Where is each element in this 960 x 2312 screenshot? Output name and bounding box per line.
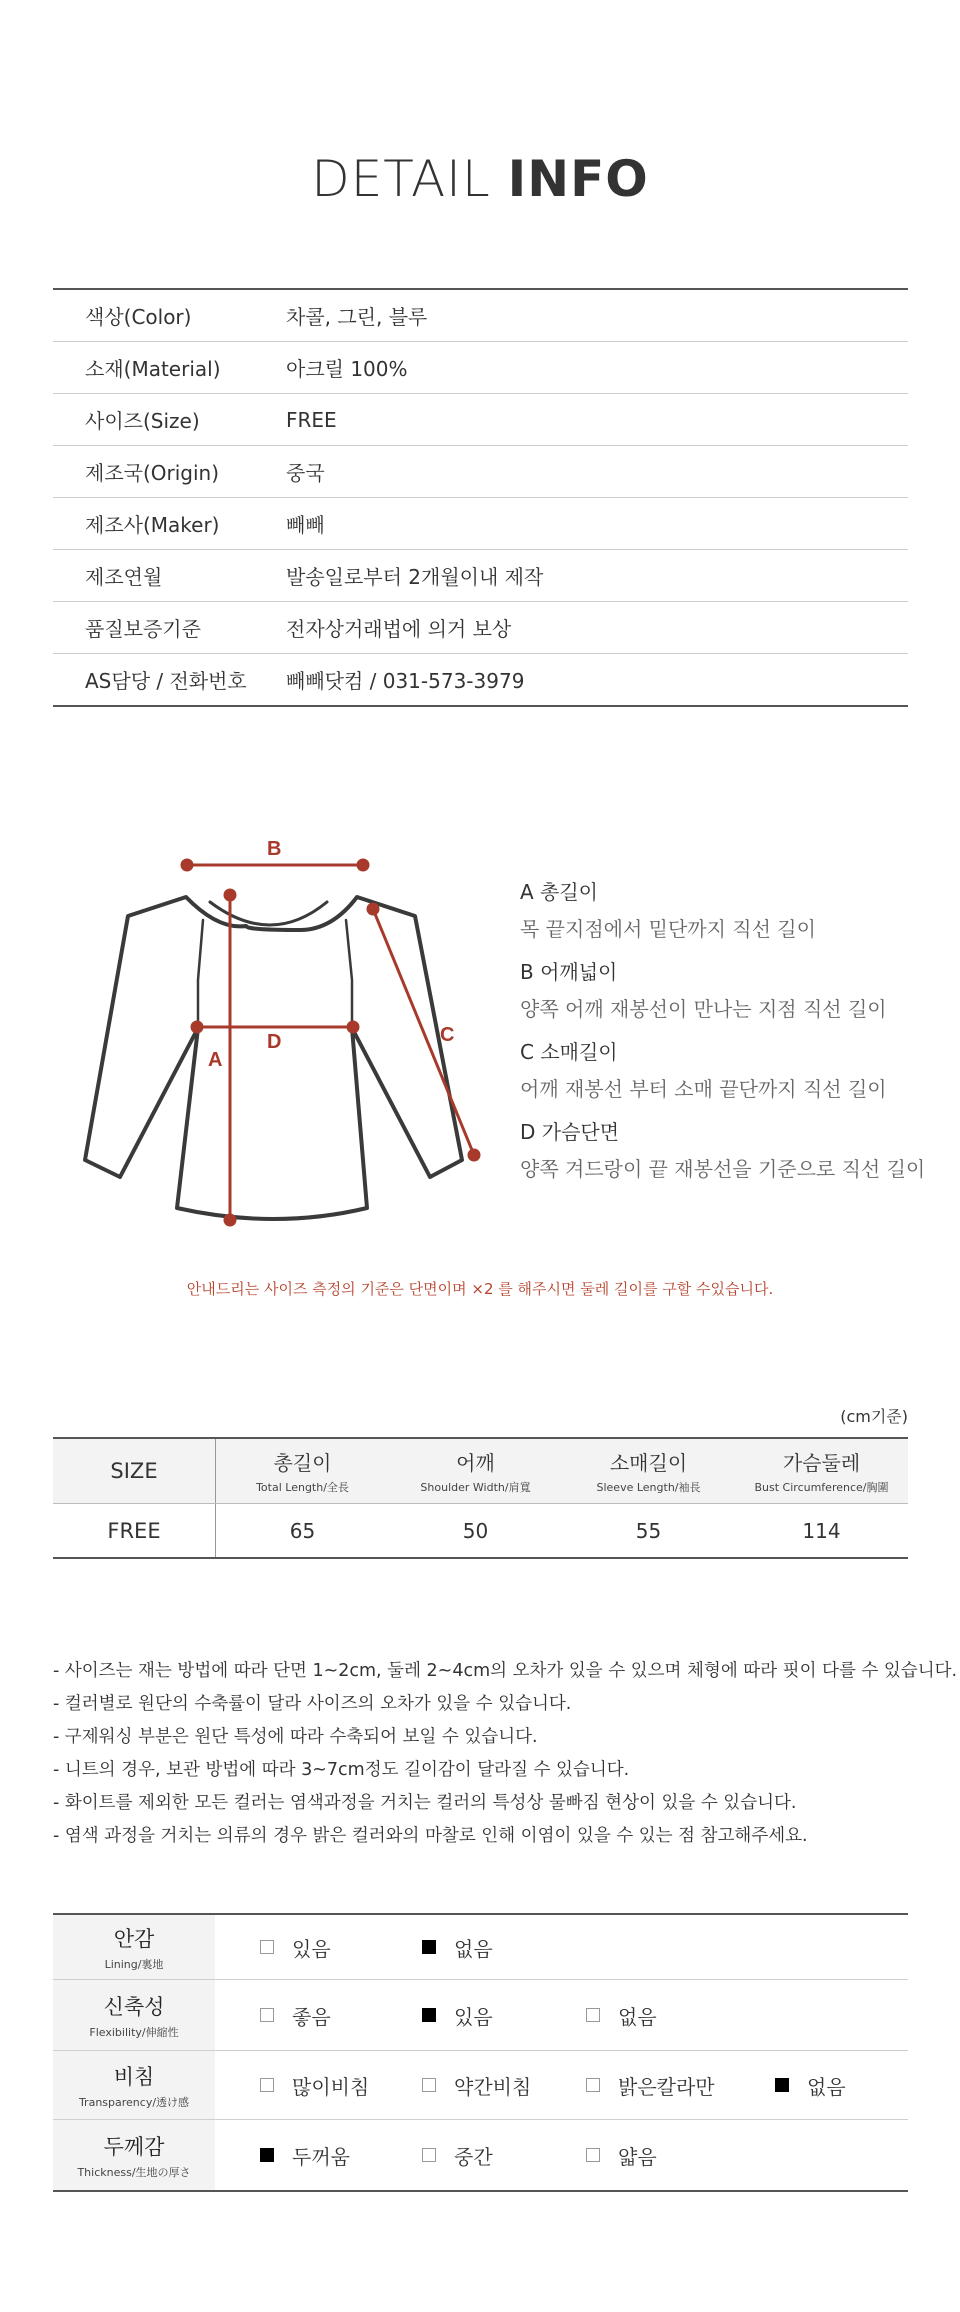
checkbox-checked-icon	[775, 2078, 789, 2092]
option-label: 좋음	[292, 2004, 331, 2029]
measure-heading: D 가슴단면	[520, 1120, 620, 1144]
option	[586, 2120, 657, 2190]
measure-text: 목 끝지점에서 밑단까지 직선 길이	[520, 917, 816, 941]
info-label: 제조연월	[85, 565, 163, 589]
col-ko: 소매길이	[609, 1451, 688, 1475]
size-table	[53, 1437, 908, 1559]
option-label: 중간	[454, 2144, 493, 2169]
checkbox-icon	[422, 2148, 436, 2162]
measure-heading: A 총길이	[520, 880, 598, 904]
option	[260, 1915, 331, 1979]
fabric-property-table	[53, 1913, 908, 2192]
property-en: Flexibility/伸縮性	[89, 2025, 179, 2039]
checkbox-checked-icon	[260, 2148, 274, 2162]
info-value: 중국	[286, 461, 325, 485]
size-col-header	[562, 1439, 735, 1503]
property-ko: 신축성	[103, 1994, 165, 2019]
info-row	[53, 498, 908, 550]
size-row-label: FREE	[53, 1504, 216, 1557]
property-ko: 두께감	[103, 2134, 165, 2159]
property-row-thickness	[53, 2120, 908, 2190]
option	[775, 2051, 846, 2119]
option	[422, 2051, 531, 2119]
info-value: FREE	[286, 407, 337, 432]
size-value: 65	[289, 1518, 316, 1543]
measure-text: 어깨 재봉선 부터 소매 끝단까지 직선 길이	[520, 1077, 887, 1101]
property-label	[53, 1980, 215, 2050]
option-label: 없음	[618, 2004, 657, 2029]
info-value: 전자상거래법에 의거 보상	[286, 617, 512, 641]
note-item: - 화이트를 제외한 모든 컬러는 염색과정을 거치는 컬러의 특성상 물빠짐 현상이 있을 수 있습니다.	[53, 1793, 797, 1813]
note-item: - 사이즈는 재는 방법에 따라 단면 1~2cm, 둘레 2~4cm의 오차가 있을 수 있으며 체형에 따라 핏이 다를 수 있습니다.	[53, 1661, 958, 1681]
measure-heading: B 어깨넓이	[520, 960, 618, 984]
info-label: 색상(Color)	[85, 305, 192, 329]
label-a: A	[208, 1049, 223, 1071]
info-label: 소재(Material)	[85, 357, 221, 381]
checkbox-icon	[586, 2148, 600, 2162]
property-ko: 안감	[113, 1926, 155, 1951]
option	[260, 2120, 350, 2190]
note-item: - 컬러별로 원단의 수축률이 달라 사이즈의 오차가 있을 수 있습니다.	[53, 1694, 572, 1714]
title-bold: INFO	[507, 150, 649, 208]
info-value: 빼빼	[286, 513, 325, 537]
info-label: 제조사(Maker)	[85, 513, 220, 537]
info-label: AS담당 / 전화번호	[85, 669, 247, 693]
checkbox-checked-icon	[422, 2008, 436, 2022]
measure-desc-d	[520, 1116, 925, 1182]
measure-lines	[182, 860, 479, 1225]
checkbox-icon	[586, 2008, 600, 2022]
info-row	[53, 342, 908, 394]
property-label	[53, 2051, 215, 2119]
property-options	[215, 2120, 908, 2190]
option-label: 있음	[292, 1936, 331, 1961]
property-en: Transparency/透け感	[78, 2095, 190, 2109]
option	[260, 2051, 369, 2119]
property-en: Lining/裏地	[104, 1957, 164, 1971]
info-row	[53, 446, 908, 498]
property-row-flexibility	[53, 1980, 908, 2051]
measure-text: 양쪽 겨드랑이 끝 재봉선을 기준으로 직선 길이	[520, 1157, 926, 1181]
size-col-header	[735, 1439, 908, 1503]
info-value: 차콜, 그린, 블루	[286, 305, 428, 329]
info-value: 아크릴 100%	[286, 357, 408, 381]
size-notes	[53, 1655, 958, 1853]
option-label: 많이비침	[292, 2074, 370, 2099]
option-label: 밝은칼라만	[618, 2074, 715, 2099]
property-label	[53, 2120, 215, 2190]
label-d: D	[267, 1031, 282, 1053]
label-b: B	[267, 838, 282, 860]
info-row	[53, 290, 908, 342]
size-value: 114	[802, 1518, 841, 1543]
detail-info-table	[53, 288, 908, 707]
label-c: C	[440, 1024, 455, 1046]
size-value: 55	[635, 1518, 662, 1543]
measure-heading: C 소매길이	[520, 1040, 618, 1064]
size-col-header	[389, 1439, 562, 1503]
size-header-label: SIZE	[53, 1439, 216, 1503]
info-row	[53, 394, 908, 446]
property-options	[215, 1915, 908, 1979]
measure-desc-a	[520, 876, 816, 942]
info-row	[53, 550, 908, 602]
option	[260, 1980, 331, 2050]
info-value: 빼빼닷컴 / 031-573-3979	[286, 669, 525, 693]
measure-desc-b	[520, 956, 887, 1022]
property-options	[215, 1980, 908, 2050]
col-ko: 어깨	[456, 1451, 495, 1475]
info-label: 사이즈(Size)	[85, 409, 200, 433]
property-ko: 비침	[113, 2064, 155, 2089]
checkbox-icon	[260, 2078, 274, 2092]
checkbox-icon	[422, 2078, 436, 2092]
measure-text: 양쪽 어깨 재봉선이 만나는 지점 직선 길이	[520, 997, 887, 1021]
option	[586, 1980, 657, 2050]
option-label: 있음	[454, 2004, 493, 2029]
title-light: DETAIL	[311, 150, 491, 208]
col-ko: 총길이	[273, 1451, 332, 1475]
checkbox-icon	[260, 1940, 274, 1954]
size-col-header	[216, 1439, 389, 1503]
size-notice: 안내드리는 사이즈 측정의 기준은 단면이며 ×2 를 해주시면 둘레 길이를 구할 수있습니다.	[186, 1280, 774, 1298]
option-label: 약간비침	[454, 2074, 532, 2099]
info-value: 발송일로부터 2개월이내 제작	[286, 565, 544, 589]
unit-label: (cm기준)	[840, 1407, 908, 1426]
option-label: 없음	[454, 1936, 493, 1961]
page-title	[0, 150, 960, 208]
col-en: Shoulder Width/肩寬	[420, 1481, 531, 1494]
option-label: 얇음	[618, 2144, 657, 2169]
note-item: - 염색 과정을 거치는 의류의 경우 밝은 컬러와의 마찰로 인해 이염이 있을 수 있는 점 참고해주세요.	[53, 1826, 808, 1846]
garment-measure-diagram	[70, 830, 500, 1230]
checkbox-checked-icon	[422, 1940, 436, 1954]
option	[422, 1980, 493, 2050]
col-ko: 가슴둘레	[782, 1451, 861, 1475]
option	[422, 1915, 493, 1979]
checkbox-icon	[260, 2008, 274, 2022]
sweater-outline	[85, 897, 462, 1219]
note-item: - 니트의 경우, 보관 방법에 따라 3~7cm정도 길이감이 달라질 수 있습니다.	[53, 1760, 630, 1780]
info-row	[53, 654, 908, 705]
measure-desc-c	[520, 1036, 887, 1102]
option	[586, 2051, 715, 2119]
col-en: Sleeve Length/袖長	[596, 1481, 701, 1494]
info-row	[53, 602, 908, 654]
note-item: - 구제워싱 부분은 원단 특성에 따라 수축되어 보일 수 있습니다.	[53, 1727, 538, 1747]
property-row-lining	[53, 1915, 908, 1980]
info-label: 품질보증기준	[85, 617, 201, 641]
col-en: Bust Circumference/胸圍	[754, 1481, 889, 1494]
option-label: 없음	[807, 2074, 846, 2099]
table-row	[53, 1504, 908, 1557]
size-value: 50	[462, 1518, 489, 1543]
property-label	[53, 1915, 215, 1979]
option	[422, 2120, 493, 2190]
checkbox-icon	[586, 2078, 600, 2092]
property-row-transparency	[53, 2051, 908, 2120]
info-label: 제조국(Origin)	[85, 461, 220, 485]
col-en: Total Length/全長	[256, 1481, 349, 1494]
property-options	[215, 2051, 908, 2119]
size-table-header	[53, 1439, 908, 1504]
option-label: 두꺼움	[292, 2144, 350, 2169]
property-en: Thickness/生地の厚さ	[77, 2165, 191, 2179]
